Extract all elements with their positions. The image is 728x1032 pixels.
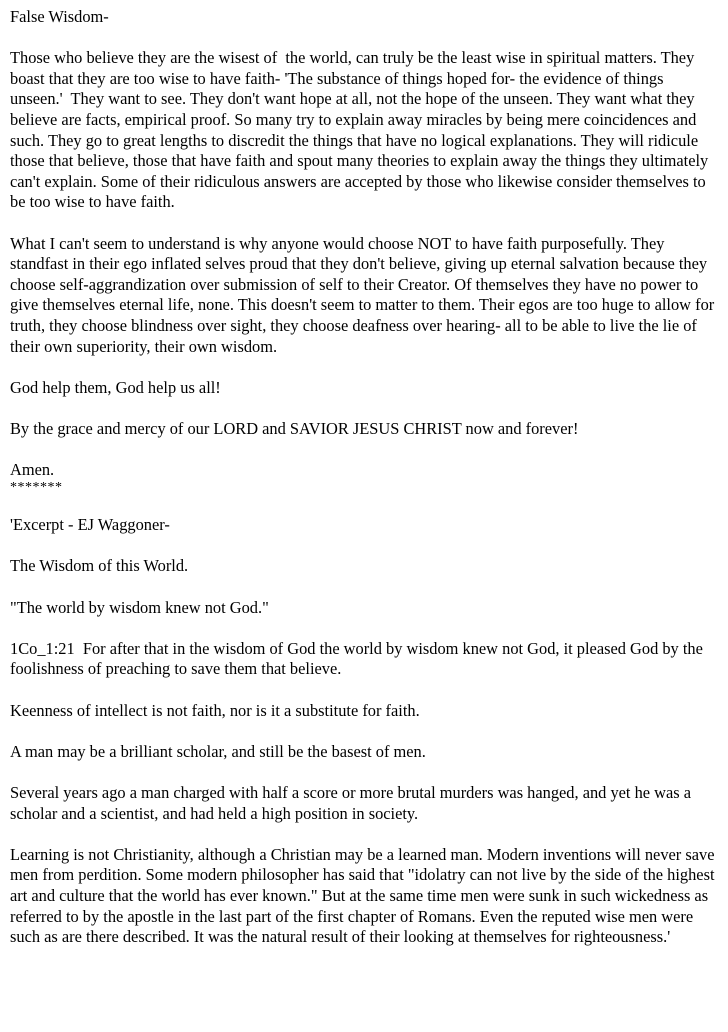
paragraph-prayer: God help them, God help us all!: [10, 377, 221, 397]
paragraph-false-wisdom: Those who believe they are the wisest of the world, can truly be the least wise in spiritual matters. They boast that they are too wise to have faith- 'The substance of things hoped for- the evidence of things unseen.' They want to see. They don't want hope at all, not the hope of the unseen. They want what they believe are facts, empirical proof. So many try to explain away miracles by being mere coincidences and such. They go to great lengths to discredit the things that have no logical explanations. They will ridicule those that believe, those that have faith and spout many theories to explain away the things they ultimately can't explain. Some of their ridiculous answers are accepted by those who likewise consider themselves to be too wise to have faith.: [10, 48, 713, 212]
excerpt-heading: 'Excerpt - EJ Waggoner-: [10, 515, 170, 535]
verse-text: 1Co_1:21 For after that in the wisdom of God the world by wisdom knew not God, it pleased God by the foolishness of preaching to save them that believe.: [10, 638, 707, 679]
paragraph-blessing: By the grace and mercy of our LORD and SAVIOR JESUS CHRIST now and forever!: [10, 418, 579, 438]
section-divider: *******: [10, 479, 63, 495]
paragraph-no-faith: What I can't seem to understand is why anyone would choose NOT to have faith purposefully. They standfast in their ego inflated selves proud that they don't believe, giving up eternal salvation because they choose self-aggrandization over submission of self to their Creator. Of themselves they have no power to give themselves eternal life, none. This doesn't seem to matter to them. Their egos are too huge to allow for truth, they choose blindness over sight, they choose deafness over hearing- all to be able to live the lie of their own superiority, their own wisdom.: [10, 233, 719, 356]
paragraph-intellect: Keenness of intellect is not faith, nor is it a substitute for faith.: [10, 700, 420, 720]
document-title: False Wisdom-: [10, 7, 109, 26]
amen-block: [10, 460, 718, 495]
paragraph-scholar: A man may be a brilliant scholar, and still be the basest of men.: [10, 741, 426, 761]
paragraph-murderer: Several years ago a man charged with half a score or more brutal murders was hanged, and yet he was a scholar and a scientist, and had held a high position in society.: [10, 782, 696, 823]
quote-text: "The world by wisdom knew not God.": [10, 597, 269, 617]
section-title: The Wisdom of this World.: [10, 556, 189, 576]
paragraph-learning: Learning is not Christianity, although a Christian may be a learned man. Modern inventions will never save men from perdition. Some modern philosopher has said that "idolatry can not live by the side of the highest art and culture that the world has ever known." But at the same time men were sunk in such wickedness as referred to by the apostle in the last part of the first chapter of Romans. Even the reputed wise men were such as are there described. It was the natural result of their looking at themselves for righteousness.': [10, 844, 719, 947]
amen-text: Amen.: [10, 460, 55, 480]
